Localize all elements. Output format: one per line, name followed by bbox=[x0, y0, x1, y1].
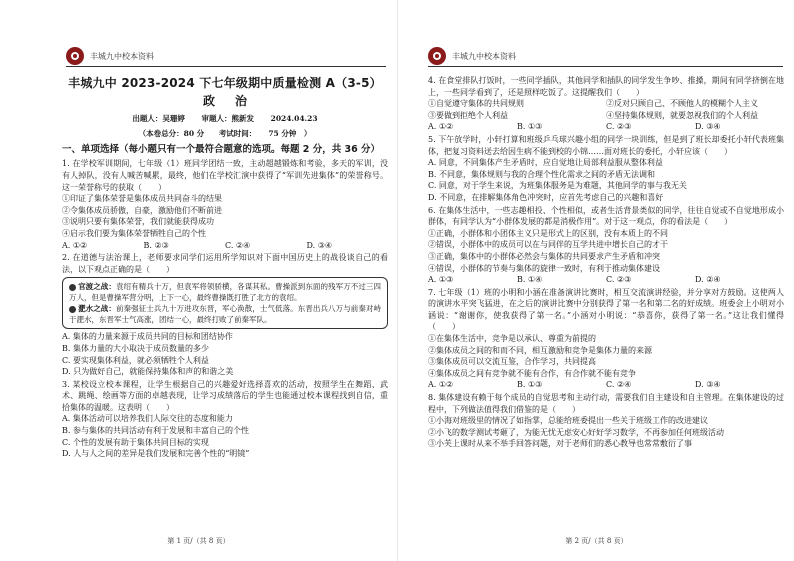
answer-choice: B. ①③ bbox=[517, 122, 543, 132]
answer-choices bbox=[428, 121, 784, 133]
answer-choice: B. ②③ bbox=[143, 240, 169, 250]
material-paragraph bbox=[69, 303, 381, 325]
exam-date: 2024.04.23 bbox=[270, 114, 318, 124]
exam-minutes: 75 分钟 ） bbox=[268, 128, 312, 138]
question-7 bbox=[428, 287, 784, 391]
question-stem: 6. 在集体生活中，一些志趣相投、个性相似，或者生活背景类似的同学，往往自觉或不自觉地形成小群体，有同学认为“小群体发展的都是消极作用”。对于这一观点，你的看法是（ ） bbox=[428, 205, 784, 227]
material-text: 前秦强征士兵九十万进攻东晋，军心涣散，士气低落。东晋出兵八万与前秦对峙于淝水，东晋军士气高涨，团结一心，最终打败了前秦军队。 bbox=[69, 304, 382, 325]
answer-choice: B. ①④ bbox=[517, 275, 543, 285]
question-stem: 5. 下午放学时，小轩打算和班级乒乓球兴趣小组的同学一块训练，但是到了班长却委托小轩代表班集体，把复习资料送去给因生病不能到校的小锦……面对班长的委托，小轩应该（ ） bbox=[428, 134, 784, 156]
question-option: ②令集体成员骄傲，自豪，激励他们不断前进 bbox=[62, 205, 222, 215]
page-header bbox=[428, 45, 783, 67]
question-option: C. 要实现集体利益，就必须牺牲个人利益 bbox=[62, 355, 209, 365]
question-6 bbox=[428, 205, 784, 286]
exam-title: 丰城九中 2023-2024 下七年级期中质量检测 A（3-5） bbox=[68, 76, 382, 90]
question-option: ③要做到拒绝个人利益 bbox=[428, 110, 508, 120]
question-stem: 1. 在学校军训期间，七年级（1）班同学团结一致，主动超越锻炼和考验，多天的军训，没有人掉队，没有人喊苦喊累，最终，他们在学校汇演中获得了“军训先进集体”的荣誉称号。这一荣誉称号的获取（ ） bbox=[62, 159, 388, 192]
page-header bbox=[66, 45, 386, 67]
question-stem: 2. 在道德与法治课上，老师要求同学们运用所学知识对下面中国历史上的战役谈自己的看法，以下观点正确的是（ ） bbox=[62, 253, 388, 274]
question-option: D. 只为做好自己，就能保持集体和声的和谐之美 bbox=[62, 367, 234, 377]
right-content bbox=[428, 74, 784, 450]
reviewer: 审题人：熊新发 bbox=[201, 114, 254, 124]
answer-choice: A. ①② bbox=[62, 240, 88, 250]
question-option: B. 不同意，集体规则与我的合理个性化需求之间的矛盾无法调和 bbox=[428, 169, 655, 179]
question-option: ③集体成员可以交流互鉴，合作学习，共同提高 bbox=[428, 357, 596, 367]
page-footer: 第 2 页/（共 8 页） bbox=[565, 537, 628, 545]
question-8 bbox=[428, 392, 784, 450]
question-option: ④集体成员之间有竞争就不能有合作，有合作就不能有竞争 bbox=[428, 368, 636, 378]
material-paragraph bbox=[69, 281, 381, 303]
question-1 bbox=[62, 158, 388, 251]
flower-bullet-icon bbox=[69, 306, 76, 313]
answer-choices bbox=[428, 274, 784, 286]
question-option: ②集体成员之间的和而不同，相互激励和竞争是集体力量的来源 bbox=[428, 345, 652, 355]
question-option: ①印证了集体荣誉是集体成员共同奋斗的结果 bbox=[62, 194, 222, 204]
question-option: A. 同意，不同集体产生矛盾时，应自觉地让局部利益服从整体利益 bbox=[428, 158, 663, 168]
school-logo-icon bbox=[66, 47, 84, 65]
question-option: A. 集体活动可以培养我们人际交往的态度和能力 bbox=[62, 414, 233, 424]
total-score: （本卷总分：80 分 bbox=[138, 128, 205, 138]
subject-title: 政治 bbox=[202, 93, 267, 108]
question-option: A. 集体的力量来源于成员共同的目标和团结协作 bbox=[62, 332, 233, 342]
answer-choice: B. ①③ bbox=[517, 380, 543, 390]
material-label: 官渡之战： bbox=[78, 282, 116, 292]
option-row bbox=[428, 98, 784, 110]
question-stem: 3. 某校设立校本课程，让学生根据自己的兴趣爱好选择喜欢的活动，按照学生在舞蹈、武术、跳绳、绘画等方面的卓越表现，让学习成绩落后的学生也能通过校本课程找到自信，重拾集体的温暖。这表明（ ） bbox=[62, 379, 388, 412]
question-2 bbox=[62, 252, 388, 378]
question-option: B. 集体力量的大小取决于成员数量的多少 bbox=[62, 343, 209, 353]
answer-choices bbox=[62, 240, 388, 252]
question-option: B. 参与集体的共同活动有利于发展和丰富自己的个性 bbox=[62, 426, 249, 436]
answer-choice: D. ③④ bbox=[306, 240, 333, 250]
header-rule bbox=[66, 66, 386, 67]
question-option: ③说明只要有集体荣誉，我们就能获得成功 bbox=[62, 217, 214, 227]
material-text: 袁绍有精兵十万，但袁军将领骄横，各谋其私。曹操派到东面的残军万不过三四万人，但是曹操军营分明，上下一心，最终曹操既打胜了北方的袁绍。 bbox=[69, 282, 382, 303]
material-label: 淝水之战： bbox=[78, 304, 116, 314]
header-brand: 丰城九中校本资料 bbox=[452, 51, 516, 61]
question-stem: 8. 集体建设有赖于每个成员的自觉思考和主动行动，需要我们自主建设和自主管理。在集体建设的过程中，下列做法值得我们借鉴的是（ ） bbox=[428, 393, 784, 414]
question-option: D. 人与人之间的差异是我们发展和完善个性的“明镜” bbox=[62, 449, 250, 459]
question-option: ④启示我们要为集体荣誉牺牲自己的个性 bbox=[62, 228, 206, 238]
flower-bullet-icon bbox=[69, 284, 76, 291]
question-option: ①在集体生活中，竞争是以承认、尊重为前提的 bbox=[428, 334, 596, 344]
answer-choices bbox=[428, 379, 784, 391]
header-brand: 丰城九中校本资料 bbox=[90, 51, 154, 61]
page-footer: 第 1 页/（共 8 页） bbox=[167, 537, 230, 545]
page-right bbox=[397, 0, 794, 561]
option-row bbox=[428, 110, 784, 122]
question-5 bbox=[428, 134, 784, 204]
setter: 出题人：吴珊婷 bbox=[132, 114, 185, 124]
question-option: ①自觉遵守集体的共同规则 bbox=[428, 99, 524, 109]
answer-choice: D. ③④ bbox=[695, 380, 721, 390]
answer-choice: C. ②③ bbox=[606, 275, 632, 285]
question-4 bbox=[428, 75, 784, 133]
question-option: ①正确，小群体和小团体主义只是形式上的区别，没有本质上的不同 bbox=[428, 228, 668, 238]
question-option: ④错误，小群体的节奏与集体的旋律一致时，有利于推动集体建设 bbox=[428, 263, 660, 273]
exam-meta bbox=[62, 113, 388, 125]
question-option: ③小芙上课时从来不举手回答问题，对于老师们的悉心教导也常常敷衍了事 bbox=[428, 439, 692, 449]
answer-choice: C. ②④ bbox=[606, 380, 632, 390]
question-3 bbox=[62, 379, 388, 460]
material-box bbox=[62, 277, 388, 329]
answer-choice: D. ②④ bbox=[695, 275, 721, 285]
question-option: D. 不同意，在排解集体角色冲突时，应首先考虑自己的兴趣和喜好 bbox=[428, 192, 664, 202]
left-content bbox=[62, 72, 388, 460]
question-option: C. 同意，对于学生来说，为班集体服务是为难题，其他同学的事与我无关 bbox=[428, 181, 687, 191]
exam-time-label: 考试时间： bbox=[218, 128, 257, 138]
question-option: ④坚持集体规则，就要忽视我们的个人利益 bbox=[606, 110, 758, 120]
question-stem: 4. 在食堂排队打饭时，一些同学插队，其他同学和插队的同学发生争吵、推搡，期间有同学挤倒在地上，一些同学看到了，还是照样吃饭了。这提醒我们（ ） bbox=[428, 76, 784, 97]
answer-choice: A. ①② bbox=[428, 380, 454, 390]
answer-choice: C. ②④ bbox=[225, 240, 251, 250]
question-option: ②错误，小群体中的成员可以在与同伴的互学共进中增长自己的才干 bbox=[428, 240, 668, 250]
question-stem: 7. 七年级（1）班的小明和小涵在准备演讲比赛时，相互交流演讲经验，并分享对方鼓励。这使两人的演讲水平突飞猛进，在之后的演讲比赛中分别获得了第一名和第二名的好成绩。班委会上小明对小涵说：“谢谢你，使我获得了第一名。”小涵对小明说：“恭喜你，获得了第一名。”这让我们懂得（ ） bbox=[428, 287, 784, 332]
section-heading-1: 一、单项选择（每小题只有一个最符合题意的选项。每题 2 分，共 36 分） bbox=[62, 144, 381, 156]
answer-choice: C. ②③ bbox=[606, 122, 632, 132]
answer-choice: A. ①② bbox=[428, 122, 454, 132]
school-logo-icon bbox=[428, 47, 446, 65]
score-line bbox=[62, 128, 388, 140]
question-option: ②反对只顾自己、不顾他人的模糊个人主义 bbox=[606, 99, 758, 109]
question-option: ①小海对班级里的情况了如指掌，总能给班委提出一些关于班级工作的改进建议 bbox=[428, 416, 708, 426]
question-option: C. 个性的发展有助于集体共同目标的实现 bbox=[62, 437, 209, 447]
answer-choice: A. ①③ bbox=[428, 275, 454, 285]
question-option: ③正确，集体中的小群体必然会与集体的共同要求产生矛盾和冲突 bbox=[428, 251, 660, 261]
header-rule bbox=[428, 66, 783, 67]
answer-choice: D. ③④ bbox=[695, 122, 721, 132]
question-option: ②小飞的数学测试考砸了，为能无忧无虑安心好好学习数学，不再参加任何班级活动 bbox=[428, 427, 724, 437]
